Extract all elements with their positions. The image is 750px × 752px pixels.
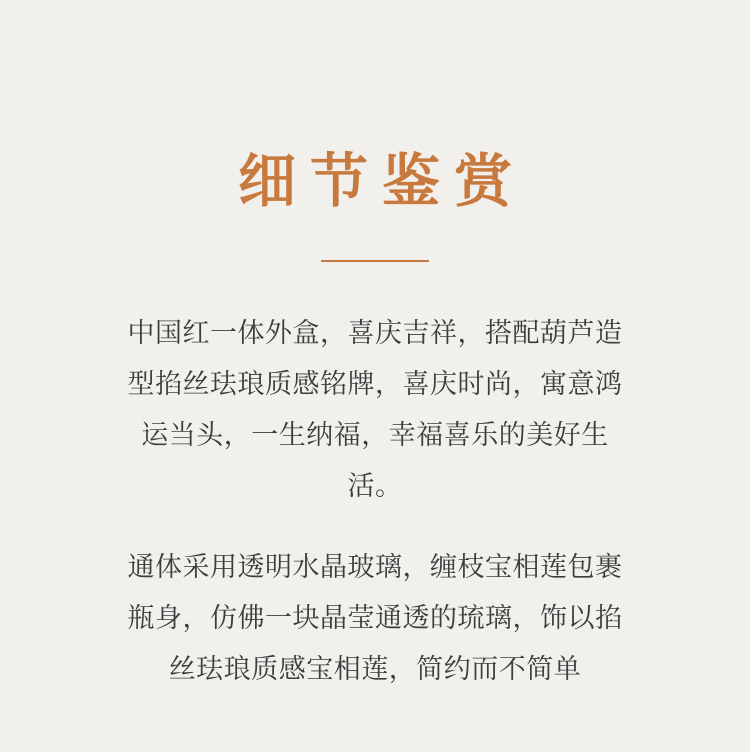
- title-divider: [321, 260, 429, 262]
- paragraph-1: 中国红一体外盒，喜庆吉祥，搭配葫芦造型掐丝珐琅质感铭牌，喜庆时尚，寓意鸿运当头，一生纳福，幸福喜乐的美好生活。: [127, 317, 623, 501]
- heading-block: [0, 0, 750, 262]
- paragraph-2: 通体采用透明水晶玻璃，缠枝宝相莲包裹瓶身，仿佛一块晶莹通透的琉璃，饰以掐丝珐琅质感宝相莲，简约而不简单: [127, 551, 623, 684]
- content-block: [0, 308, 750, 695]
- page-title: 细节鉴赏: [237, 149, 526, 214]
